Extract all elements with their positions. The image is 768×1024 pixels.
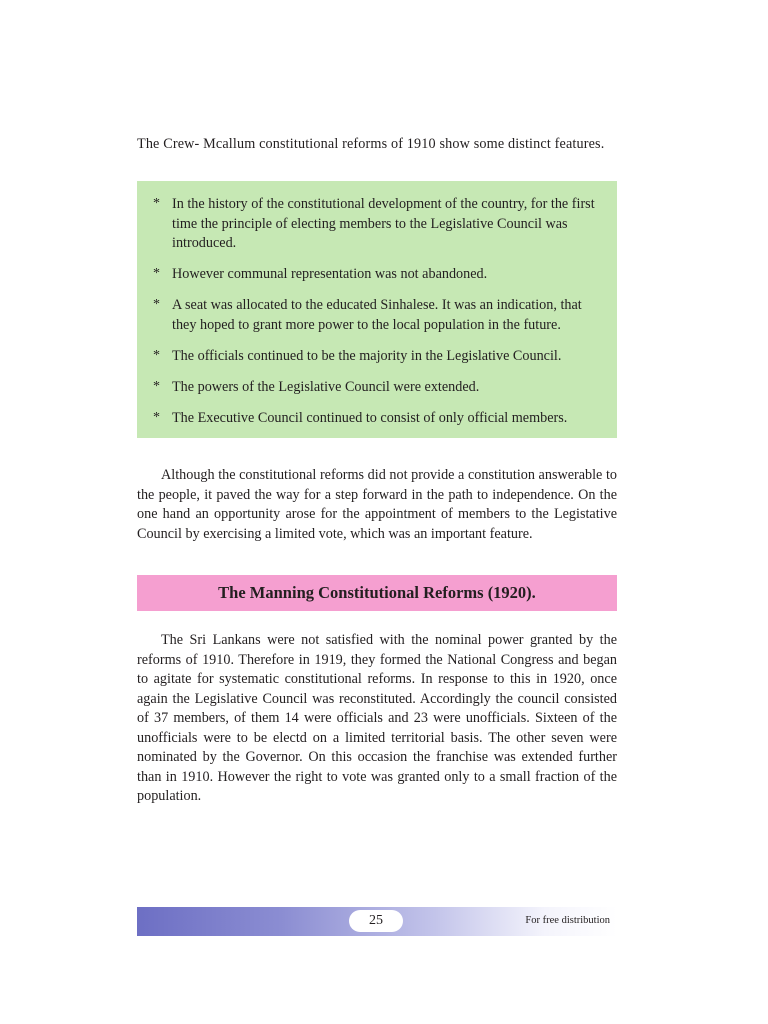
feature-text: In the history of the constitutional development of the country, for the first time the principle of electing members to the Legislative Council was introduced. [172,196,595,251]
feature-text: The powers of the Legislative Council were extended. [172,378,480,395]
paragraph-2 [137,631,617,807]
bullet-star: * [153,266,160,281]
features-box [137,181,617,438]
feature-item [153,296,599,335]
features-list [153,195,599,428]
feature-item [153,378,599,398]
feature-item [153,347,599,367]
bullet-star: * [153,196,160,211]
bullet-star: * [153,347,160,363]
footer-bar [137,907,617,936]
page-number: 25 [349,910,403,932]
feature-text: The officials continued to be the majority in the Legislative Council. [172,347,562,364]
bullet-star: * [153,378,160,394]
feature-item [153,265,599,285]
section-heading [137,575,617,611]
paragraph-1-text: Although the constitutional reforms did not provide a constitution answerable to the people, it paved the way for a step forward in the path to independence. On the one hand an opportunity arose for the appointment of members to the Legistative Council by exercising a limited vote, which was an important feature. [137,467,617,542]
feature-text: A seat was allocated to the educated Sinhalese. It was an indication, that they hoped to grant more power to the local population in the future. [172,297,582,333]
feature-item [153,409,599,429]
bullet-star: * [153,297,160,312]
paragraph-1 [137,466,617,544]
section-heading-text: The Manning Constitutional Reforms (1920). [218,583,536,602]
footer-note: For free distribution [525,915,610,926]
feature-item [153,195,599,254]
paragraph-2-text: The Sri Lankans were not satisfied with the nominal power granted by the reforms of 1910. Therefore in 1919, they formed the National Congress and began to agitate for systematic constitutional reforms. In response to this in 1920, once again the Legislative Council was reconstituted. Accordingly the council consisted of 37 members, of them 14 were officials and 23 were unofficials. Sixteen of the unofficials were to be electd on a limited territorial basis. The other seven were nominated by the Governor. On this occasion the franchise was extended further than in 1910. However the right to vote was granted only to a small fraction of the population. [137,632,617,804]
feature-text: However communal representation was not abandoned. [172,266,488,282]
intro-text: The Crew- Mcallum constitutional reforms of 1910 show some distinct features. [137,136,605,152]
bullet-star: * [153,409,160,425]
feature-text: The Executive Council continued to consist of only official members. [172,409,568,426]
